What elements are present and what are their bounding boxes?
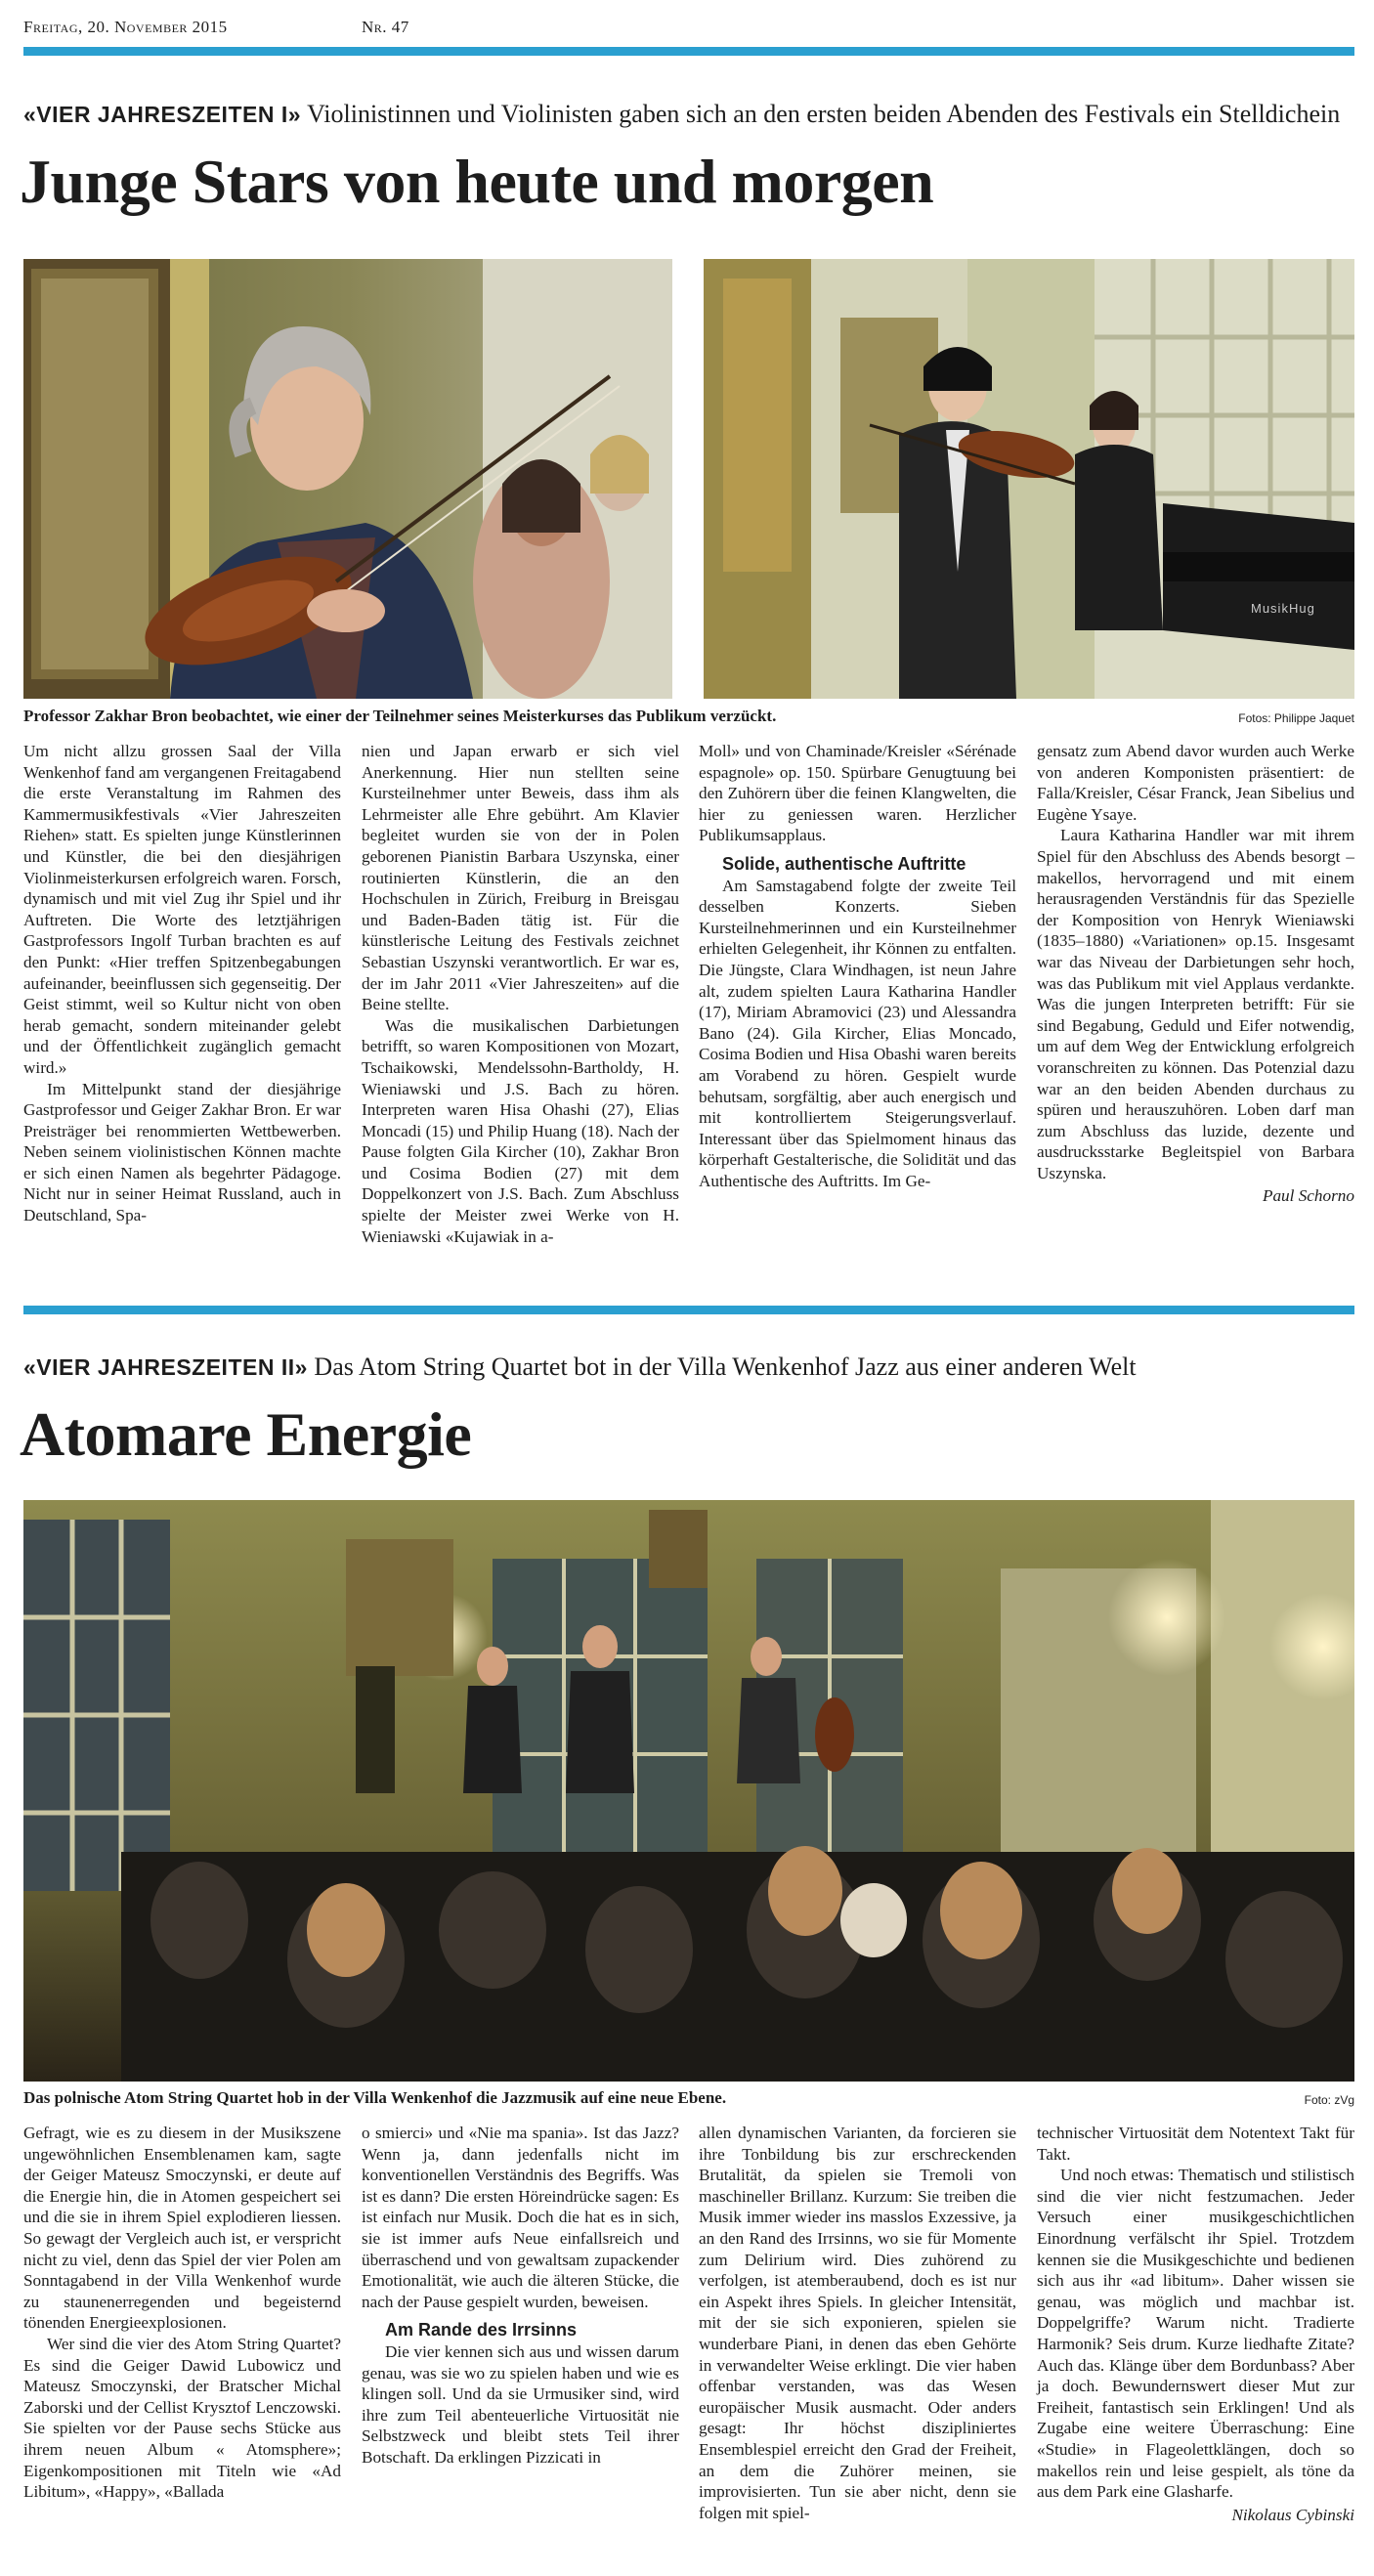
article1-col4-paragraph: Laura Katharina Handler war mit ihrem Spiel für den Abschluss des Abends besorgt – makellos, hervorragend und mit einem herausragenden Verständnis für das Spezielle der Komposition von Henryk Wieniawski (1835–1880) «Variationen» op.15. Insgesamt war das Niveau der Darbietungen sehr hoch, was das Publikum mit viel Applaus verdankte. Was die jungen Interpreten betrifft: Für sie sind Begabung, Geduld und Eifer notwendig, um auf dem Weg der Entwicklung erfolgreich voranschreiten zu können. Das Potenzial dazu war an den beiden Abenden durchaus zu spüren und herauszuhören. Loben darf man zum Abschluss das luzide, dezente und ausdrucksstarke Begleitspiel von Barbara Uszynska.: [1037, 826, 1354, 1182]
article2-kicker-text: Das Atom String Quartet bot in der Villa Wenkenhof Jazz aus einer anderen Welt: [314, 1352, 1137, 1381]
article2-col4-paragraph: Und noch etwas: Thematisch und stilistisch sind die vier nicht festzumachen. Jeder Versuch einer musikgeschichtlichen Einordnung verfälscht ihr Spiel. Trotzdem kennen sie die Musikgeschichte und bedienen sich aus ihr «ad libitum». Daher wissen sie genau, was möglich und machbar ist. Doppelgriffe? Warum nicht. Tradierte Harmonik? Seis drum. Kurze liedhafte Zitate? Auch das. Klänge über dem Bordunbass? Aber ja doch. Bewundernswert dieser Mut zur Freiheit, fantastisch sein Erklingen! Und als Zugabe eine weitere Überraschung: Eine «Studie» in Flageolettklängen, doch so makellos rein und leise gespielt, als töne da aus dem Park eine Glasharfe.: [1037, 2166, 1354, 2502]
article1-col4-paragraph: gensatz zum Abend davor wurden auch Werke von anderen Komponisten präsentiert: de Falla/Kreisler, César Franck, Jean Sibelius und Eugène Ysaye.: [1037, 742, 1354, 824]
article2-column-3: [699, 2123, 1016, 2523]
article2-kicker: [23, 1351, 1354, 1384]
article1-col1-paragraph: Im Mittelpunkt stand der diesjährige Gastprofessor und Geiger Zakhar Bron. Er war Preisträger bei renommierten Wettbewerben. Neben seinem violinistischen Können machte er sich einen Namen als begehrter Pädagoge. Nicht nur in seiner Heimat Russland, auch in Deutschland, Spa-: [23, 1079, 341, 1225]
article2-col1-paragraph: Wer sind die vier des Atom String Quartet? Es sind die Geiger Dawid Lubowicz und Mateusz Smoczynski, der Bratscher Michal Zaborski und der Cellist Krysztof Lenczowski. Sie spielten vor der Pause sechs Stücke aus ihrem neuen Album « Atomsphere»; Eigenkompositionen mit Titeln wie «Ad Libitum», «Happy», «Ballada: [23, 2334, 341, 2502]
photo-quartet: [23, 1500, 1354, 2082]
article2-column-4: [1037, 2123, 1354, 2525]
article1-kicker: [23, 98, 1354, 131]
article1-headline: Junge Stars von heute und morgen: [20, 147, 934, 216]
masthead: [23, 18, 1353, 39]
article2-author: Nikolaus Cybinski: [1231, 2505, 1354, 2524]
article2-col1-paragraph: Gefragt, wie es zu diesem in der Musikszene ungewöhnlichen Ensemblenamen kam, sagte der Geiger Mateusz Smoczynski, er deute auf die Energie hin, die in Atomen gespeichert sei und die sie in ihrem Spiel explodieren liessen. So gewagt der Vergleich auch ist, er verspricht nicht zu viel, denn das Spiel der vier Polen am Sonntagabend in der Villa Wenkenhof wurde zu staunenerregenden und begeisternd tönenden Energieexplosionen.: [23, 2124, 341, 2333]
article2-headline: Atomare Energie: [20, 1399, 472, 1469]
article2-col4-paragraph: technischer Virtuosität dem Notentext Takt für Takt.: [1037, 2124, 1354, 2164]
piano-brand-label: MusikHug: [1251, 601, 1315, 616]
article1-subheading: Solide, authentische Auftritte: [722, 853, 966, 874]
article2-caption-text: Das polnische Atom String Quartet hob in der Villa Wenkenhof die Jazzmusik auf eine neue Ebene.: [23, 2088, 727, 2107]
article2-col2-paragraph: o smierci» und «Nie ma spania». Ist das Jazz? Wenn ja, dann jedenfalls nicht im konventionellen Verständnis des Begriffs. Was ist es dann? Die ersten Höreindrücke sagen: Es ist einfach nur Musik. Doch die hat es in sich, sie ist immer aufs Neue einfallsreich und überraschend und von gewaltsam zupackender Emotionalität, wie auch die älteren Stücke, die nach der Pause gespielt wurden, beweisen.: [362, 2124, 679, 2311]
article2-column-2: [362, 2123, 679, 2469]
article-divider: [23, 1306, 1354, 1314]
article1-author: Paul Schorno: [1262, 1186, 1354, 1206]
article1-kicker-label: «VIER JAHRESZEITEN I»: [23, 102, 302, 127]
article2-caption: [23, 2087, 1354, 2109]
article2-column-1: [23, 2123, 341, 2503]
top-divider: [23, 47, 1354, 56]
article2-col3-paragraph: allen dynamischen Varianten, da forcieren sie ihre Tonbildung bis zur erschreckenden Brutalität, da spielen sie Tremoli von maschineller Brillanz. Kurzum: Sie treiben die Musik immer wieder ins masslos Exzessive, ja an den Rand des Irrsinns, wo sie für Momente zum Delirium wird. Dies zuhörend zu verfolgen, ist atemberaubend, doch es ist nur ein Aspekt ihres Spiels. In gleicher Intensität, mit der sie sich exponieren, spielen sie wunderbare Piani, in denen das eben Gehörte in verwandelter Weise erklingt. Die vier haben offenbar verstanden, was das Wesen europäischer Musik ausmacht. Oder anders gesagt: Ihr höchst diszipliniertes Ensemblespiel erreicht den Grad der Freiheit, an dem die Zuhörer meinen, sie improvisierten. Tun sie aber nicht, denn sie folgen mit spiel-: [699, 2124, 1016, 2522]
article1-photo-credit: Fotos: Philippe Jaquet: [1238, 711, 1354, 725]
article2-subheading: Am Rande des Irrsinns: [385, 2320, 578, 2340]
article1-caption-text: Professor Zakhar Bron beobachtet, wie einer der Teilnehmer seines Meisterkurses das Publikum verzückt.: [23, 707, 777, 725]
article2-kicker-label: «VIER JAHRESZEITEN II»: [23, 1354, 308, 1380]
article2-photo-credit: Foto: zVg: [1304, 2093, 1354, 2107]
article1-column-4: [1037, 741, 1354, 1207]
article1-caption: [23, 706, 1354, 727]
photo-young-violinist: [704, 259, 1354, 699]
issue-number: Nr. 47: [362, 18, 409, 36]
article1-column-1: [23, 741, 341, 1226]
article1-col3-paragraph: Am Samstagabend folgte der zweite Teil desselben Konzerts. Sieben Kursteilnehmerinnen und ein Kursteilnehmer erhielten Gelegenheit, ihr Können zu entfalten. Die Jüngste, Clara Windhagen, ist neun Jahre alt, zudem spielten Laura Katharina Handler (17), Miriam Abramovici (23) und Alessandra Bano (24). Gila Kircher, Elias Moncado, Cosima Bodien und Hisa Obashi waren bereits am Vorabend zu hören. Gespielt wurde behutsam, sorgfältig, aber auch energisch und mit kontrolliertem Steigerungsverlauf. Interessant über das Spielmoment hinaus das körperhaft Gestalterische, die Solidität und das Authentische des Auftritts. Im Ge-: [699, 876, 1016, 1190]
photo-professor: [23, 259, 672, 699]
article1-kicker-text: Violinistinnen und Violinisten gaben sich an den ersten beiden Abenden des Festivals ein Stelldichein: [307, 100, 1341, 128]
article1-col1-paragraph: Um nicht allzu grossen Saal der Villa Wenkenhof fand am vergangenen Freitagabend die erste Veranstaltung im Rahmen des Kammermusikfestivals «Vier Jahreszeiten Riehen» statt. Es spielten junge Künstlerinnen und Künstler, die bei den diesjährigen Violinmeisterkursen erfolgreich waren. Forsch, dynamisch und mit viel Zug ihr Spiel und ihr Auftreten. Die Worte des letztjährigen Gastprofessors Ingolf Turban brachten es auf den Punkt: «Hier treffen Spitzenbegabungen aufeinander, beeinflussen sich gegenseitig. Der Geist stimmt, weil so Kultur nicht von oben herab gemacht, sondern miteinander gelebt und der Öffentlichkeit zugänglich gemacht wird.»: [23, 742, 341, 1077]
article1-column-2: [362, 741, 679, 1247]
article1-col2-paragraph: nien und Japan erwarb er sich viel Anerkennung. Hier nun stellten seine Kursteilnehmer unter Beweis, dass ihm als Lehrmeister alle Ehre gebührt. Am Klavier begleitet wurden sie von der in Polen geborenen Pianistin Barbara Uszynska, einer routinierten Künstlerin, die an den Hochschulen in Zürich, Freiburg in Breisgau und Baden-Baden tätig ist. Für die künstlerische Leitung des Festivals zeichnet Sebastian Uszynski verantwortlich. Er war es, der im Jahr 2011 «Vier Jahreszeiten» auf die Beine stellte.: [362, 742, 679, 1014]
article1-column-3: [699, 741, 1016, 1191]
article1-col3-paragraph: Moll» und von Chaminade/Kreisler «Sérénade espagnole» op. 150. Spürbare Genugtuung bei den Zuhörern über die feinen Klangwelten, die hier zu geniessen waren. Herzlicher Publikumsapplaus.: [699, 742, 1016, 845]
issue-date: Freitag, 20. November 2015: [23, 18, 228, 36]
article1-col2-paragraph: Was die musikalischen Darbietungen betrifft, so waren Kompositionen von Mozart, Tschaikowski, Mendelssohn-Bartholdy, H. Wieniawski und J.S. Bach zu hören. Interpreten waren Hisa Ohashi (27), Elias Moncadi (15) und Philip Huang (18). Nach der Pause folgten Gila Kircher (10), Zakhar Bron und Cosima Bodien (27) mit dem Doppelkonzert von J.S. Bach. Zum Abschluss spielte der Meister zwei Werke von H. Wieniawski «Kujawiak in a-: [362, 1015, 679, 1246]
article2-col2-paragraph: Die vier kennen sich aus und wissen darum genau, was sie wo zu spielen haben und wie es klingen soll. Und da sie Urmusiker sind, wird ihre zum Teil abenteuerliche Virtuosität nie Selbstzweck und bleibt stets Teil ihrer Botschaft. Da erklingen Pizzicati in: [362, 2341, 679, 2467]
